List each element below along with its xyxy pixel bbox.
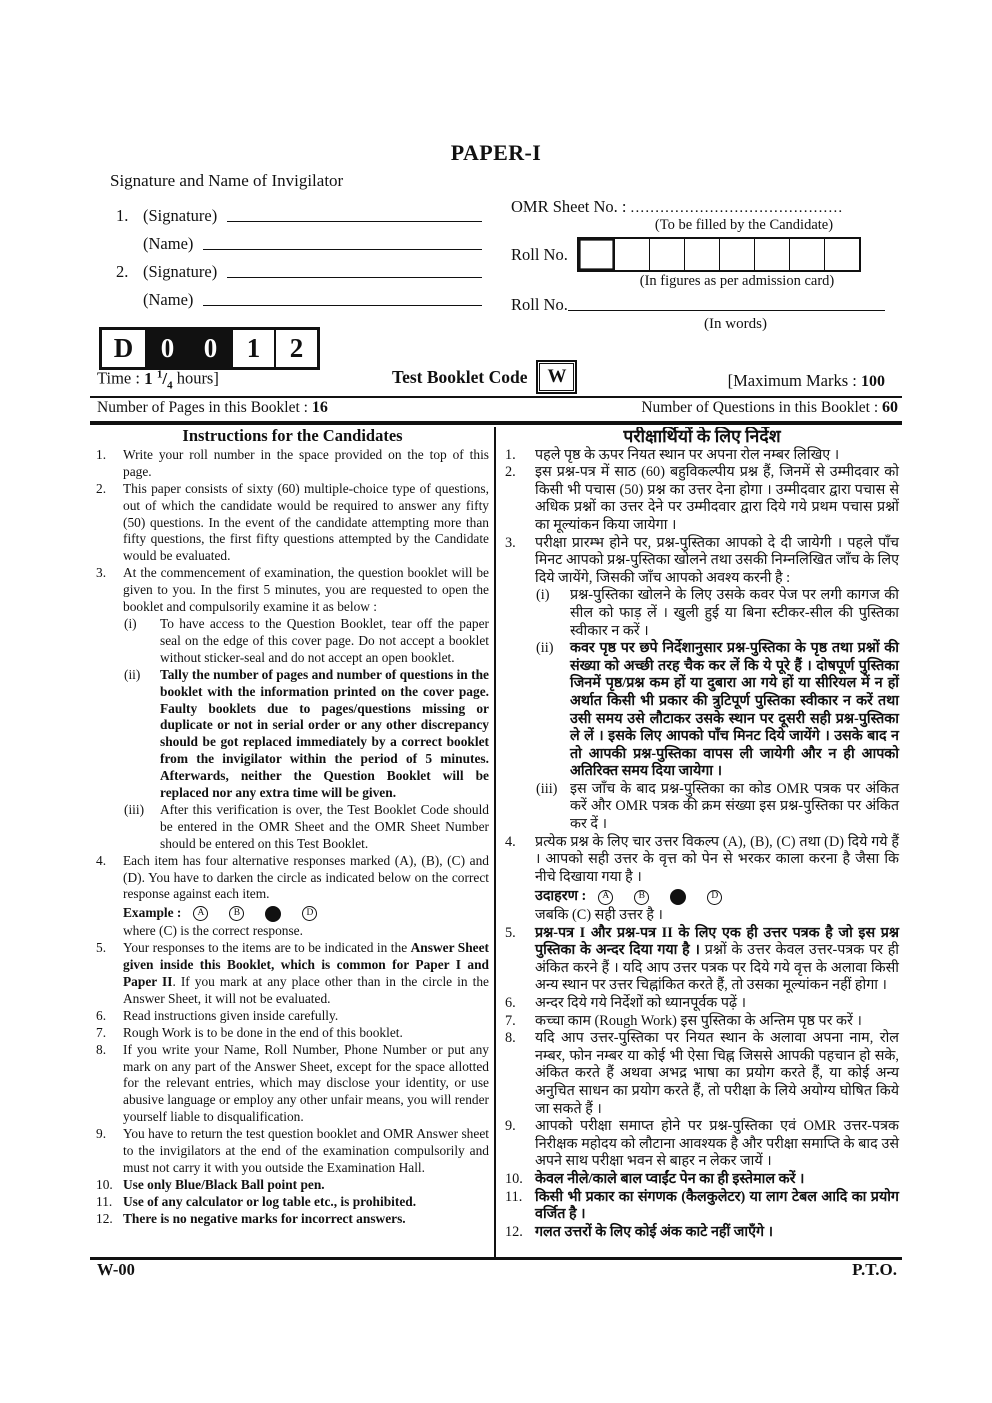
instruction-text: अन्दर दिये गये निर्देशों को ध्यानपूर्वक पढ़ें । xyxy=(535,995,747,1011)
instruction-paragraph xyxy=(535,1118,899,1169)
instruction-text-block xyxy=(535,447,899,465)
instruction-item xyxy=(96,1194,489,1211)
instruction-text: प्रश्न-पुस्तिका खोलने के लिए उसके कवर पेज पर लगी कागज की सील को फाड़ लें । खुली हुई या बिना स्टीकर-सील की पुस्तिका स्वीकार न करें । xyxy=(570,587,899,639)
instruction-text: Use of any calculator or log table etc., is prohibited. xyxy=(123,1193,417,1209)
roll-words-row xyxy=(511,295,885,315)
answer-option-circle: A xyxy=(598,890,613,905)
example-line xyxy=(123,905,489,922)
instructions-title-english: Instructions for the Candidates xyxy=(182,427,403,445)
roll-number-box[interactable] xyxy=(579,239,614,270)
instruction-text: पहले पृष्ठ के ऊपर नियत स्थान पर अपना रोल नम्बर लिखिए । xyxy=(535,446,840,463)
time-suffix: hours] xyxy=(176,368,219,388)
instruction-text-block xyxy=(123,853,489,941)
instruction-text-block xyxy=(123,565,489,852)
instruction-paragraph xyxy=(570,640,899,781)
instruction-sub-number: (ii) xyxy=(536,640,554,657)
instruction-number: 11. xyxy=(505,1188,523,1205)
answer-option-circle: D xyxy=(302,906,317,921)
horizontal-rule-bottom xyxy=(90,1257,902,1260)
name-label: (Name) xyxy=(143,290,194,309)
instruction-paragraph xyxy=(123,1211,406,1226)
roll-figures-note: (In figures as per admission card) xyxy=(639,273,835,289)
instruction-sub-item xyxy=(536,781,899,834)
test-booklet-code-row xyxy=(392,360,574,394)
maximum-marks-value: 100 xyxy=(861,373,885,390)
instruction-number: 6. xyxy=(505,995,516,1011)
instruction-text-block xyxy=(123,447,489,481)
instruction-text: Tally the number of pages and number of questions in the booklet with the information printed on the cover page. Faulty booklets due to pages/questions missing or duplicate or not in serial order or any other discrepancy should be got replaced immediately by a correct booklet from the invigilator within the period of 5 minutes. Afterwards, neither the Question Booklet will be replaced nor any extra time will be given. xyxy=(160,666,489,801)
instruction-text: परीक्षा प्रारम्भ होने पर, प्रश्न-पुस्तिका आपको दे दी जायेगी । पहले पाँच मिनट आपको प्रश्न-पुस्तिका खोलने तथा उसकी निम्नलिखित जाँच के लिए दिये जायेंगे, जिसकी जाँच आपको अवश्य करनी है : xyxy=(535,534,899,586)
instruction-sub-item xyxy=(536,587,899,640)
roll-number-box[interactable] xyxy=(649,239,684,270)
instruction-paragraph xyxy=(123,1126,489,1175)
roll-number-label: Roll No. xyxy=(511,244,568,264)
roll-words-line[interactable] xyxy=(568,310,885,311)
questions-count: Number of Questions in this Booklet : 60 xyxy=(641,399,898,416)
instruction-paragraph xyxy=(535,834,899,885)
roll-number-box[interactable] xyxy=(824,239,859,270)
instruction-item xyxy=(96,481,489,566)
instruction-paragraph xyxy=(160,802,489,853)
maximum-marks-label: [Maximum Marks : xyxy=(727,371,857,390)
roll-number-row xyxy=(511,237,885,272)
answer-option-circle: B xyxy=(634,890,649,905)
instruction-text: Use only Blue/Black Ball point pen. xyxy=(123,1176,325,1192)
instruction-number: 2. xyxy=(96,480,107,496)
instruction-text-block xyxy=(123,1042,489,1127)
test-booklet-code-value: W xyxy=(539,363,574,391)
signature-line[interactable] xyxy=(227,277,482,278)
instruction-paragraph xyxy=(160,616,489,667)
instruction-paragraph xyxy=(535,464,899,533)
instruction-paragraph xyxy=(535,1013,862,1029)
instruction-text: प्रश्न-पत्र I और प्रश्न-पत्र II के लिए एक ही उत्तर पत्रक है जो इस प्रश्न पुस्तिका के अन्दर दिया गया है । xyxy=(535,924,899,959)
instruction-text-block xyxy=(535,1013,899,1031)
answer-option-circle: D xyxy=(707,890,722,905)
candidate-details-block xyxy=(511,197,885,333)
instruction-sub-number: (iii) xyxy=(124,801,145,817)
instruction-item xyxy=(505,1171,899,1189)
roll-number-box[interactable] xyxy=(684,239,719,270)
instruction-item xyxy=(96,1025,489,1042)
instruction-number: 11. xyxy=(96,1193,113,1209)
instruction-number: 1. xyxy=(96,446,107,462)
name-line[interactable] xyxy=(203,249,482,250)
signature-line[interactable] xyxy=(227,221,482,222)
instruction-text: Each item has four alternative responses marked (A), (B), (C) and (D). You have to darken the circle as indicated below on the correct response against each item. xyxy=(123,852,489,902)
instruction-item xyxy=(96,565,489,852)
instruction-text-block xyxy=(123,1008,489,1025)
roll-number-box[interactable] xyxy=(789,239,824,270)
instruction-item xyxy=(96,1211,489,1228)
instruction-number: 12. xyxy=(505,1223,523,1240)
instruction-text-block xyxy=(535,925,899,995)
instruction-item xyxy=(505,1013,899,1031)
instruction-number: 5. xyxy=(505,924,516,941)
instruction-number: 12. xyxy=(96,1210,113,1226)
instruction-number: 9. xyxy=(505,1118,516,1135)
instruction-paragraph xyxy=(123,481,489,564)
horizontal-rule-thick xyxy=(90,421,902,425)
instruction-sub-number: (i) xyxy=(536,587,550,604)
instruction-paragraph xyxy=(123,447,489,479)
instruction-number: 8. xyxy=(505,1030,516,1047)
booklet-number-cell: 0 xyxy=(188,330,231,367)
instruction-text: At the commencement of examination, the question booklet will be given to you. In the first 5 minutes, you are requested to open the booklet and compulsorily examine it as below : xyxy=(123,565,489,615)
instruction-paragraph xyxy=(123,853,489,902)
signature-row xyxy=(116,254,482,282)
row-number: 2. xyxy=(116,262,129,281)
omr-sheet-row xyxy=(511,197,885,217)
instruction-text: You have to return the test question booklet and OMR Answer sheet to the invigilators at the end of the examination compulsorily and must not carry it with you outside the Examination Hall. xyxy=(123,1126,489,1175)
example-note: where (C) is the correct response. xyxy=(123,923,303,939)
instruction-paragraph xyxy=(535,1189,899,1223)
instruction-number: 7. xyxy=(96,1024,107,1040)
instruction-text-block xyxy=(535,1030,899,1118)
roll-number-box[interactable] xyxy=(614,239,649,270)
test-booklet-code-label: Test Booklet Code xyxy=(392,366,528,387)
instruction-item xyxy=(96,853,489,941)
instruction-text: To have access to the Question Booklet, tear off the paper seal on the edge of this cover page. Do not accept a booklet without sticker-seal and do not accept an open booklet. xyxy=(160,615,489,665)
time-allowed xyxy=(97,368,219,391)
instruction-sub-item xyxy=(124,667,489,802)
instruction-text: प्रश्नों के उत्तर केवल उत्तर-पत्रक पर ही अंकित करने हैं । यदि आप उत्तर पत्रक पर दिये गये वृत्त के अलावा किसी अन्य स्थान पर उत्तर चिह्नांकित करते हैं, तो उसका मूल्यांकन नहीं होगा । xyxy=(535,942,899,994)
booklet-number-cell: 2 xyxy=(274,330,317,367)
row-number: 1. xyxy=(116,206,129,225)
instruction-text: गलत उत्तरों के लिए कोई अंक काटे नहीं जाएँगे । xyxy=(535,1223,774,1240)
time-label: Time : xyxy=(97,368,140,388)
maximum-marks xyxy=(728,371,885,391)
instruction-paragraph xyxy=(535,1171,804,1187)
instruction-item xyxy=(505,447,899,465)
instruction-item xyxy=(505,925,899,995)
instruction-sub-item xyxy=(124,802,489,853)
instruction-item xyxy=(96,1177,489,1194)
instruction-text-block xyxy=(535,1189,899,1224)
instruction-number: 3. xyxy=(505,534,516,551)
booklet-number-cell: D xyxy=(113,333,134,363)
instruction-item xyxy=(505,1189,899,1224)
answer-option-circle xyxy=(670,889,686,905)
instruction-item xyxy=(96,447,489,481)
instruction-item xyxy=(505,834,899,925)
instruction-item xyxy=(505,1118,899,1171)
instruction-paragraph xyxy=(123,1194,416,1209)
booklet-counts-row xyxy=(97,399,898,417)
instruction-text-block xyxy=(123,1025,489,1042)
instruction-item xyxy=(96,1008,489,1025)
instructions-column-hindi xyxy=(496,427,902,1257)
instruction-sub-item xyxy=(124,616,489,667)
instruction-number: 6. xyxy=(96,1007,107,1023)
instruction-text: प्रत्येक प्रश्न के लिए चार उत्तर विकल्प (A), (B), (C) तथा (D) दिये गये हैं । आपको सही उत्तर के वृत्त को पेन से भरकर काला करना है जैसा कि नीचे दिखाया गया है । xyxy=(535,833,899,885)
instruction-text: इस प्रश्न-पत्र में साठ (60) बहुविकल्पीय प्रश्न हैं, जिनमें से उम्मीदवार को किसी भी पचास (50) प्रश्न का उत्तर देना होगा । उम्मीदवार द्वारा पचास से अधिक प्रश्नों का उत्तर देने पर उम्मीदवार द्वारा दिये गये प्रथम पचास प्रश्नों का मूल्यांकन किया जायेगा । xyxy=(535,464,899,533)
instruction-paragraph xyxy=(535,925,899,994)
instruction-item xyxy=(505,995,899,1013)
instruction-text: After this verification is over, the Test Booklet Code should be entered in the OMR Sheet and the OMR Sheet Number should be entered on this Test Booklet. xyxy=(160,801,489,851)
instruction-number: 2. xyxy=(505,464,516,481)
instruction-paragraph xyxy=(123,1008,338,1023)
roll-words-label: Roll No. xyxy=(511,295,568,314)
instruction-text: कच्चा काम (Rough Work) इस पुस्तिका के अन्तिम पृष्ठ पर करें । xyxy=(535,1012,862,1029)
signature-label: (Signature) xyxy=(143,262,218,281)
answer-option-circle xyxy=(265,906,281,922)
instruction-sub-number: (iii) xyxy=(536,780,558,797)
signature-row xyxy=(116,198,482,226)
instruction-text-block xyxy=(535,995,899,1013)
instruction-number: 10. xyxy=(96,1176,113,1192)
instructions-column-english xyxy=(90,427,494,1257)
instruction-paragraph xyxy=(535,995,746,1011)
omr-sheet-label: OMR Sheet No. : xyxy=(511,197,627,216)
instruction-text: इस जाँच के बाद प्रश्न-पुस्तिका का कोड OMR पत्रक पर अंकित करें और OMR पत्रक की क्रम संख्या इस प्रश्न-पुस्तिका पर अंकित कर दें । xyxy=(570,780,899,833)
instruction-text-block xyxy=(123,1211,489,1228)
instruction-text: यदि आप उत्तर-पुस्तिका पर नियत स्थान के अलावा अपना नाम, रोल नम्बर, फोन नम्बर या कोई भी ऐसा चिह्न जिससे आपकी पहचान हो सके, अंकित करते हैं अथवा अभद्र भाषा का प्रयोग करते हैं, या कोई अन्य अनुचित साधन का प्रयोग करते हैं, तो परीक्षा के लिये अयोग्य घोषित किये जा सकते हैं । xyxy=(535,1030,899,1117)
instruction-text: Answer Sheet given inside this Booklet, which is common for Paper I and Paper II xyxy=(123,940,489,989)
answer-option-circle: B xyxy=(229,906,244,921)
instruction-text: There is no negative marks for incorrect answers. xyxy=(123,1210,406,1226)
instruction-text: किसी भी प्रकार का संगणक (कैलकुलेटर) या लाग टेबल आदि का प्रयोग वर्जित है । xyxy=(535,1188,899,1223)
invigilator-signature-block xyxy=(116,198,482,310)
pto-label: P.T.O. xyxy=(852,1260,897,1279)
name-line[interactable] xyxy=(203,305,482,306)
example-note: जबकि (C) सही उत्तर है । xyxy=(535,907,663,924)
instruction-paragraph xyxy=(535,535,899,586)
instruction-item xyxy=(96,940,489,1008)
omr-note: (To be filled by the Candidate) xyxy=(654,217,834,233)
time-value: 1 $^1/_4$ xyxy=(144,368,173,392)
page-title: PAPER-I xyxy=(450,140,542,165)
instruction-paragraph xyxy=(160,667,489,802)
name-row xyxy=(116,226,482,254)
instruction-text-block xyxy=(123,1177,489,1194)
instruction-number: 5. xyxy=(96,940,107,956)
instruction-paragraph xyxy=(123,1042,489,1125)
name-row xyxy=(116,282,482,310)
roll-number-box[interactable] xyxy=(719,239,754,270)
instruction-paragraph xyxy=(535,1224,773,1240)
pages-count: Number of Pages in this Booklet : 16 xyxy=(97,399,328,416)
instruction-number: 4. xyxy=(505,833,516,850)
instruction-text-block xyxy=(535,834,899,925)
signature-label: (Signature) xyxy=(143,206,218,225)
instruction-sub-number: (ii) xyxy=(124,666,141,682)
instruction-item xyxy=(505,1224,899,1242)
instruction-paragraph xyxy=(570,781,899,834)
instruction-text: This paper consists of sixty (60) multiple-choice type of questions, out of which the candidate would be required to answer any fifty (50) questions. In the event of the candidate attempting more than fifty questions, the first fifty questions attempted by the Candidate would be evaluated. xyxy=(123,480,489,564)
instruction-text: . If you mark at any place other than in the circle in the Answer Sheet, it will not be evaluated. xyxy=(123,974,489,1006)
instruction-text: आपको परीक्षा समाप्त होने पर प्रश्न-पुस्तिका एवं OMR उत्तर-पत्रक निरीक्षक महोदय को लौटाना आवश्यक है और परीक्षा समाप्ति के बाद उसे अपने साथ परीक्षा भवन से बाहर न लेकर जायें । xyxy=(535,1118,899,1170)
roll-number-box[interactable] xyxy=(754,239,789,270)
instruction-text-block xyxy=(535,535,899,834)
omr-sheet-number-field[interactable]: ........................................... xyxy=(630,200,844,216)
instruction-number: 9. xyxy=(96,1126,107,1142)
instruction-paragraph xyxy=(570,587,899,640)
instruction-text: If you write your Name, Roll Number, Phone Number or put any mark on any part of the Answer Sheet, except for the space allotted for the relevant entries, which may disclose your identity, or use abusive language or employ any other unfair means, you will render yourself liable to disqualification. xyxy=(123,1041,489,1125)
instruction-number: 8. xyxy=(96,1041,107,1057)
instruction-text-block xyxy=(535,1171,899,1189)
instruction-text: Your responses to the items are to be indicated in the xyxy=(123,940,411,956)
instruction-item xyxy=(96,1042,489,1127)
example-label: Example : xyxy=(123,905,182,921)
instruction-item xyxy=(505,1030,899,1118)
instruction-sub-item xyxy=(536,640,899,781)
instructions-section xyxy=(90,427,902,1257)
instruction-text: कवर पृष्ठ पर छपे निर्देशानुसार प्रश्न-पुस्तिका के पृष्ठ तथा प्रश्नों की संख्या को अच्छी तरह चैक कर लें कि ये पूरे हैं । दोषपूर्ण पुस्तिका जिनमें पृष्ठ/प्रश्न कम हों या दुबारा आ गये हों या सीरियल में न हों अर्थात किसी भी प्रकार की त्रुटिपूर्ण पुस्तिका स्वीकार न करें तथा उसी समय उसे लौटाकर उसके स्थान पर दूसरी सही प्रश्न-पुस्तिका ले लें । इसके लिए आपको पाँच मिनट दिये जायेंगे । उसके बाद न तो आपकी प्रश्न-पुस्तिका वापस ली जायेगी और न ही आपको अतिरिक्त समय दिया जायेगा । xyxy=(570,640,899,780)
instruction-sub-number: (i) xyxy=(124,615,137,631)
booklet-number-cell: 1 xyxy=(231,330,274,367)
instruction-item xyxy=(505,464,899,534)
instruction-text-block xyxy=(123,1194,489,1211)
roll-words-note: (In words) xyxy=(704,316,767,332)
instruction-number: 10. xyxy=(505,1170,523,1187)
instruction-text-block xyxy=(123,940,489,1008)
instruction-text-block xyxy=(535,464,899,534)
booklet-number-box xyxy=(99,327,320,370)
instruction-item xyxy=(505,535,899,834)
example-line xyxy=(535,888,899,906)
invigilator-heading: Signature and Name of Invigilator xyxy=(110,171,344,190)
instruction-paragraph xyxy=(123,940,489,1006)
instruction-text-block xyxy=(123,481,489,566)
instruction-paragraph xyxy=(123,1177,325,1192)
instruction-paragraph xyxy=(123,1025,403,1040)
instructions-title-hindi: परीक्षार्थियों के लिए निर्देश xyxy=(623,427,781,446)
booklet-number-cell: 0 xyxy=(145,330,188,367)
instruction-number: 7. xyxy=(505,1012,516,1029)
instruction-text-block xyxy=(535,1118,899,1171)
instruction-text-block xyxy=(535,1224,899,1242)
name-label: (Name) xyxy=(143,234,194,253)
instruction-text-block xyxy=(123,1126,489,1177)
instruction-text: Rough Work is to be done in the end of this booklet. xyxy=(123,1024,403,1040)
example-label: उदाहरण : xyxy=(535,888,587,905)
answer-option-circle: A xyxy=(193,906,208,921)
instruction-paragraph xyxy=(535,1030,899,1116)
instruction-paragraph xyxy=(123,565,489,614)
booklet-code-footer: W-00 xyxy=(97,1260,135,1279)
instruction-text: केवल नीले/काले बाल प्वाईंट पेन का ही इस्तेमाल करें । xyxy=(535,1170,805,1187)
instruction-number: 3. xyxy=(96,565,107,581)
instruction-item xyxy=(96,1126,489,1177)
instruction-text: Read instructions given inside carefully. xyxy=(123,1007,339,1023)
instruction-text: Write your roll number in the space provided on the top of this page. xyxy=(123,446,489,479)
instruction-number: 1. xyxy=(505,446,516,463)
instruction-number: 4. xyxy=(96,852,107,868)
horizontal-rule-top xyxy=(90,396,902,398)
roll-number-boxes xyxy=(577,237,861,272)
instruction-paragraph xyxy=(535,447,839,463)
